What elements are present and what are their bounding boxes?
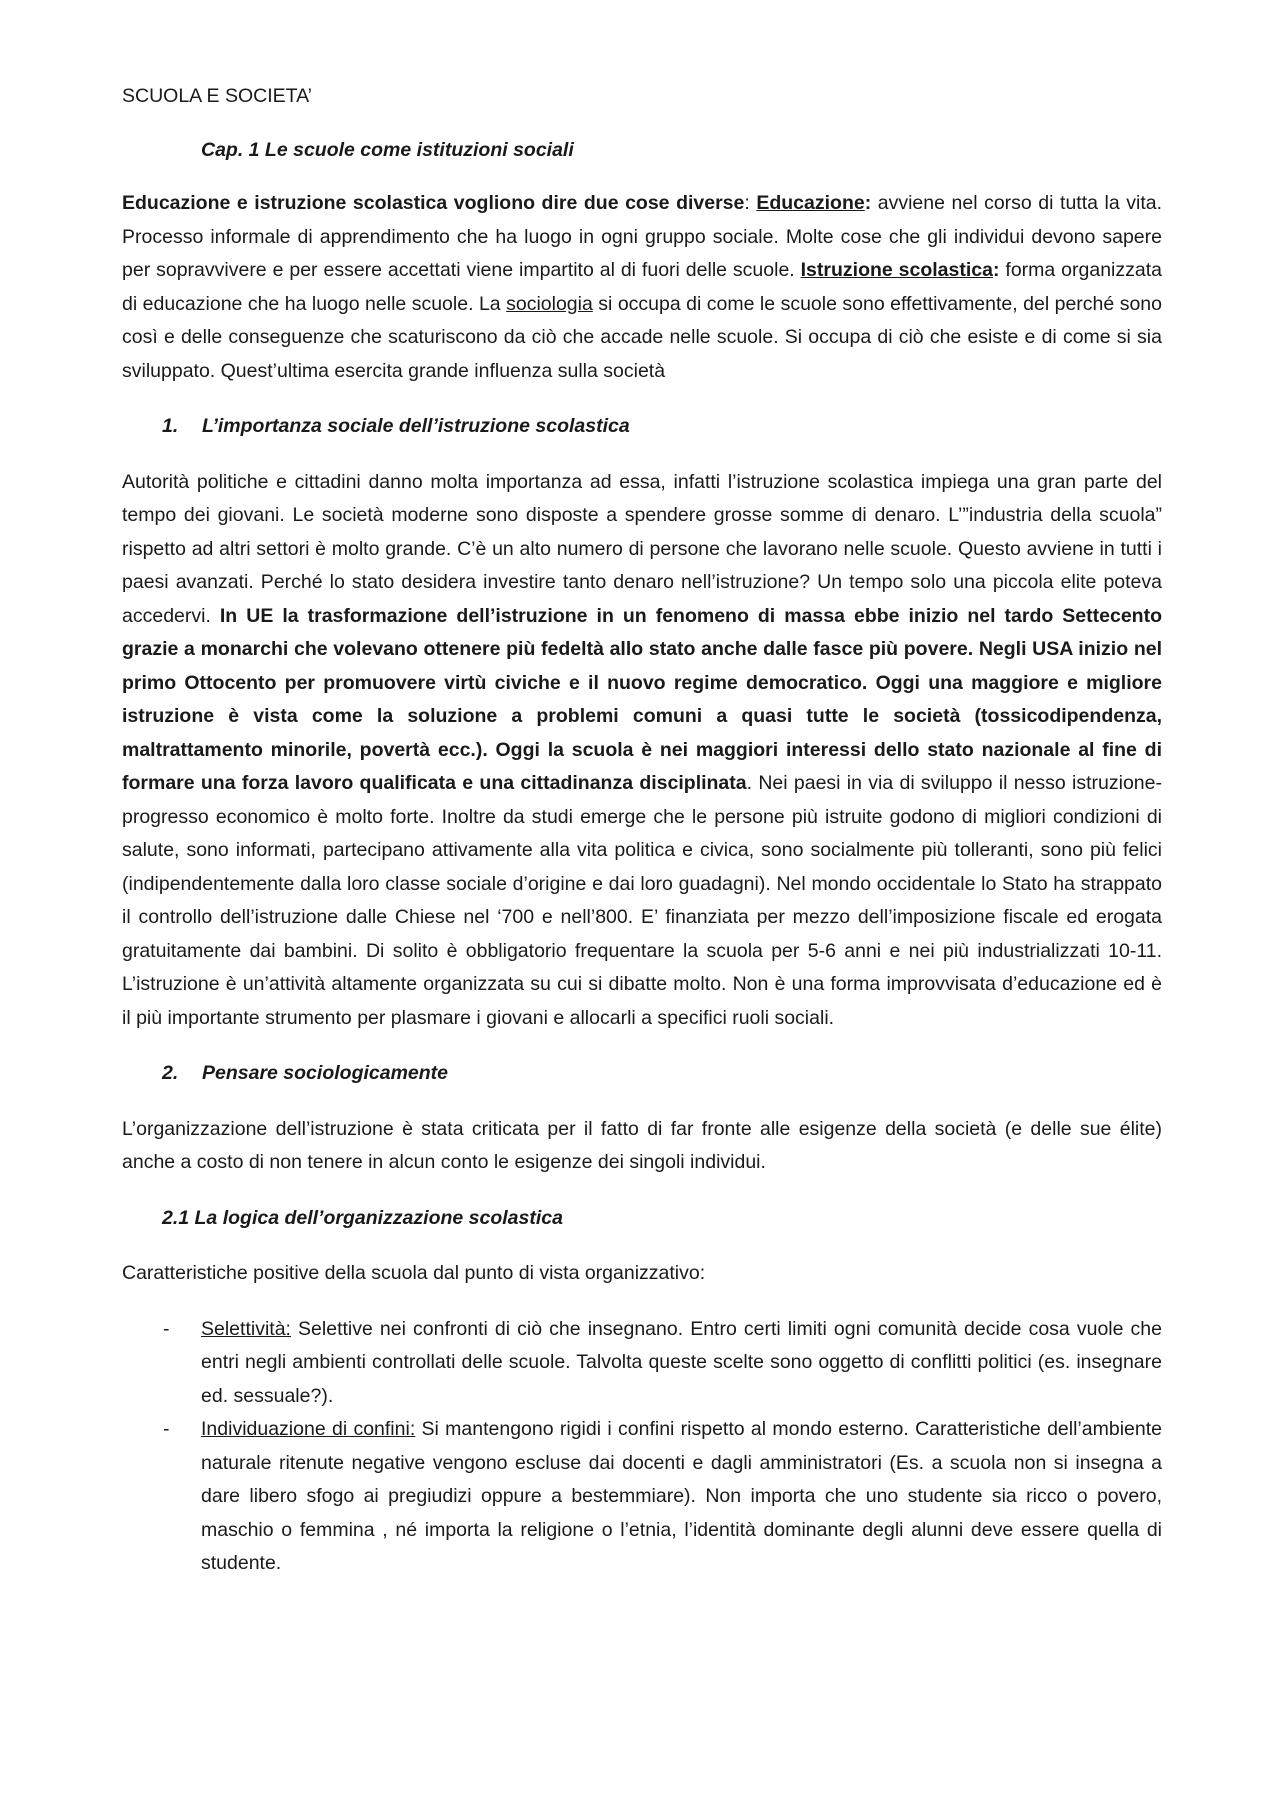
characteristics-list: [122, 1313, 1162, 1581]
list-item: [122, 1413, 1162, 1581]
section-1-heading: [122, 410, 1162, 444]
list-bullet: -: [163, 1418, 170, 1440]
section-1-title: L’importanza sociale dell’istruzione scolastica: [202, 415, 630, 437]
educazione-term: Educazione: [756, 192, 865, 214]
section-1-text-b: . Nei paesi in via di sviluppo il nesso istruzione-progresso economico è molto forte. Inoltre da studi emerge che le persone più istruite godono di migliori condizioni di salute, sono informati, partecipano attivamente alla vita politica e civica, sono socialmente più tolleranti, sono più felici (indipendentemente dalla loro classe sociale d’origine e dai loro guadagni). Nel mondo occidentale lo Stato ha strappato il controllo dell’istruzione dalle Chiese nel ‘700 e nell’800. E’ finanziata per mezzo dell’imposizione fiscale ed erogata gratuitamente dai bambini. Di solito è obbligatorio frequentare la scuola per 5-6 anni e nei più industrializzati 10-11. L’istruzione è un’attività altamente organizzata su cui si dibatte molto. Non è una forma improvvisata d’educazione ed è il più importante strumento per plasmare i giovani e allocarli a specifici ruoli sociali.: [122, 772, 1162, 1029]
intro-text-2: forma organizzata di educazione che ha luogo nelle scuole. La: [122, 259, 1162, 315]
list-item-term: Selettività:: [201, 1317, 291, 1340]
section-1-text-a: Autorità politiche e cittadini danno molta importanza ad essa, infatti l’istruzione scolastica impiega una gran parte del tempo dei giovani. Le società moderne sono disposte a spendere grosse somme di denaro. L’”industria della scuola” rispetto ad altri settori è molto grande. C’è un alto numero di persone che lavorano nelle scuole. Questo avviene in tutti i paesi avanzati. Perché lo stato desidera investire tanto denaro nell’istruzione? Un tempo solo una piccola elite poteva accedervi.: [122, 470, 1162, 627]
section-2-title: Pensare sociologicamente: [202, 1062, 449, 1084]
chapter-heading: Cap. 1 Le scuole come istituzioni sociali: [201, 138, 574, 161]
intro-lead: Educazione e istruzione scolastica vogliono dire due cose diverse: [122, 192, 745, 214]
sociologia-term: sociologia: [506, 292, 593, 315]
list-bullet: -: [163, 1317, 170, 1340]
list-item-term: Individuazione di confini:: [201, 1418, 416, 1440]
section-2-heading: [122, 1057, 1162, 1091]
list-item: [122, 1313, 1162, 1414]
section-2-1-intro: Caratteristiche positive della scuola dal punto di vista organizzativo:: [122, 1262, 706, 1284]
section-2-1-heading: 2.1 La logica dell’organizzazione scolastica: [162, 1206, 563, 1229]
section-2-paragraph: L’organizzazione dell’istruzione è stata criticata per il fatto di far fronte alle esigenze della società (e delle sue élite) anche a costo di non tenere in alcun conto le esigenze dei singoli individui.: [122, 1117, 1162, 1173]
section-2-number: 2.: [162, 1062, 179, 1084]
list-item-text: Si mantengono rigidi i confini rispetto al mondo esterno. Caratteristiche dell’ambiente naturale ritenute negative vengono escluse dai docenti e dagli amministratori (Es. a scuola non si insegna a dare libero sfogo ai pregiudizi oppure a bestemmiare). Non importa che uno studente sia ricco o povero, maschio o femmina , né importa la religione o l’etnia, l’identità dominante degli alunni deve essere quella di studente.: [201, 1418, 1162, 1574]
list-item-text: Selettive nei confronti di ciò che insegnano. Entro certi limiti ogni comunità decide cosa vuole che entri negli ambienti controllati delle scuole. Talvolta queste scelte sono oggetto di conflitti politici (es. insegnare ed. sessuale?).: [201, 1317, 1162, 1407]
intro-text-1: avviene nel corso di tutta la vita. Processo informale di apprendimento che ha luogo in ogni gruppo sociale. Molte cose che gli individui devono sapere per sopravvivere e per essere accettati viene impartito al di fuori delle scuole.: [122, 192, 1162, 281]
document-title: SCUOLA E SOCIETA’: [122, 85, 312, 107]
intro-colon: :: [744, 192, 757, 214]
educazione-colon: :: [864, 192, 872, 214]
section-1-paragraph: [122, 466, 1162, 1036]
intro-paragraph: [122, 187, 1162, 388]
intro-text-3: si occupa di come le scuole sono effettivamente, del perché sono così e delle conseguenze che scaturiscono da ciò che accade nelle scuole. Si occupa di ciò che esiste e di come si sia sviluppato. Quest’ultima esercita grande influenza sulla società: [122, 292, 1162, 382]
istruzione-colon: :: [992, 259, 1000, 281]
istruzione-term: Istruzione scolastica: [800, 259, 993, 281]
section-1-bold-text: In UE la trasformazione dell’istruzione in un fenomeno di massa ebbe inizio nel tardo Settecento grazie a monarchi che volevano ottenere più fedeltà allo stato anche dalle fasce più povere. Negli USA inizio nel primo Ottocento per promuovere virtù civiche e il nuovo regime democratico. Oggi una maggiore e migliore istruzione è vista come la soluzione a problemi comuni a quasi tutte le società (tossicodipendenza, maltrattamento minorile, povertà ecc.). Oggi la scuola è nei maggiori interessi dello stato nazionale al fine di formare una forza lavoro qualificata e una cittadinanza disciplinata: [122, 604, 1162, 794]
section-1-number: 1.: [162, 415, 179, 437]
